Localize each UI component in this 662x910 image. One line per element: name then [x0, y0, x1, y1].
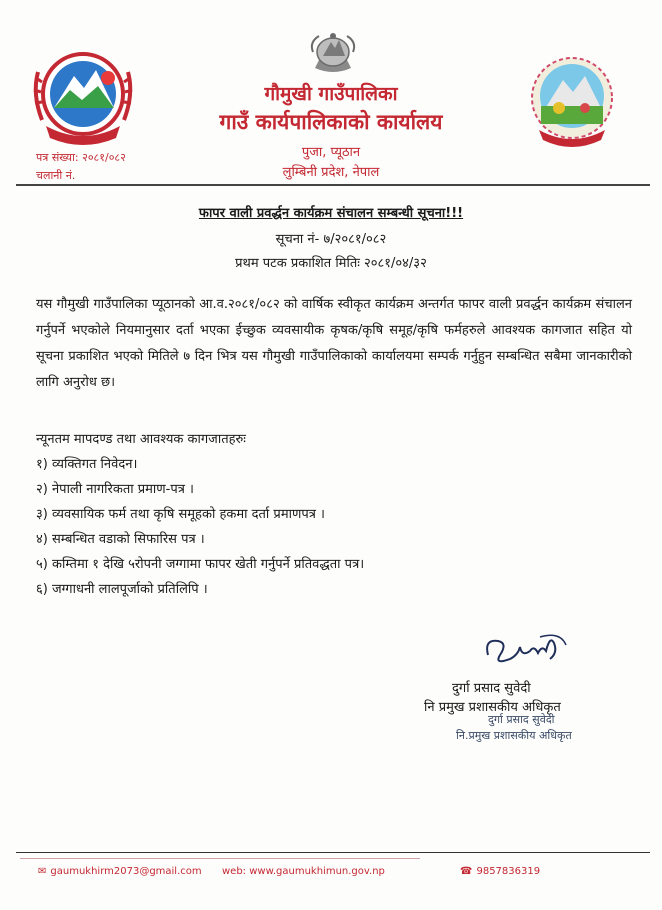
- notice-subject: फापर वाली प्रवर्द्धन कार्यक्रम संचालन सम्बन्धी सूचना!!!: [198, 206, 464, 221]
- municipality-name: गौमुखी गाउँपालिका: [264, 83, 398, 105]
- footer-website[interactable]: web: www.gaumukhimun.gov.np: [222, 866, 385, 877]
- requirements-heading: न्यूनतम मापदण्ड तथा आवश्यक कागजातहरुः: [36, 432, 246, 447]
- dispatch-number: चलानी नं.: [36, 169, 76, 182]
- requirements-list: [36, 452, 596, 602]
- office-location: पुजा, प्यूठान: [301, 145, 361, 160]
- footer-divider: [16, 852, 650, 853]
- phone-text: 9857836319: [476, 866, 541, 877]
- office-name: गाउँ कार्यपालिकाको कार्यालय: [219, 110, 443, 134]
- mail-icon: ✉: [38, 866, 47, 877]
- stamp-name: दुर्गा प्रसाद सुवेदी: [488, 713, 555, 726]
- footer-email[interactable]: [38, 866, 202, 877]
- stamp-title: नि.प्रमुख प्रशासकीय अधिकृत: [456, 729, 572, 742]
- letter-reference-number: पत्र संख्या: २०८१/०८२: [36, 151, 126, 164]
- office-province: लुम्बिनी प्रदेश, नेपाल: [282, 165, 380, 180]
- signatory-title: नि प्रमुख प्रशासकीय अधिकृत: [424, 700, 561, 715]
- signature: [480, 625, 570, 675]
- header-divider: [16, 184, 650, 186]
- email-text: gaumukhirm2073@gmail.com: [50, 866, 202, 877]
- signatory-name: दुर्गा प्रसाद सुवेदी: [452, 681, 531, 696]
- publish-date: प्रथम पटक प्रकाशित मितिः २०८१/०४/३२: [235, 256, 427, 271]
- footer-phone: [460, 866, 540, 877]
- list-item: १) व्यक्तिगत निवेदन।: [36, 457, 138, 472]
- list-item: २) नेपाली नागरिकता प्रमाण-पत्र ।: [36, 482, 194, 497]
- list-item: ३) व्यवसायिक फर्म तथा कृषि समूहको हकमा दर्ता प्रमाणपत्र ।: [36, 507, 325, 522]
- notice-number: सूचना नं- ७/२०८१/०८२: [275, 232, 387, 247]
- phone-icon: ☎: [460, 866, 473, 877]
- government-emblem: [305, 30, 361, 76]
- list-item: ६) जग्गाधनी लालपूर्जाको प्रतिलिपि ।: [36, 582, 208, 597]
- notice-body: यस गौमुखी गाउँपालिका प्यूठानको आ.व.२०८१/०८२ को वार्षिक स्वीकृत कार्यक्रम अन्तर्गत फापर वाली प्रवर्द्धन कार्यक्रम संचालन गर्नुपर्ने भएकोले नियमानुसार दर्ता भएका ईच्छुक व्यवसायीक कृषक/कृषि समूह/कृषि फर्महरुले आवश्यक कागजात सहित यो सूचना प्रकाशित भएको मितिले ७ दिन भित्र यस गौमुखी गाउँपालिकाको कार्यालयमा सम्पर्क गर्नुहुन सम्बन्धित सबैमा जानकारीको लागि अनुरोध छ।: [36, 297, 632, 390]
- list-item: ४) सम्बन्धित वडाको सिफारिस पत्र ।: [36, 532, 205, 547]
- list-item: ५) कम्तिमा १ देखि ५रोपनी जग्गामा फापर खेती गर्नुपर्ने प्रतिवद्धता पत्र।: [36, 557, 365, 572]
- footer-accent-line: [20, 858, 420, 859]
